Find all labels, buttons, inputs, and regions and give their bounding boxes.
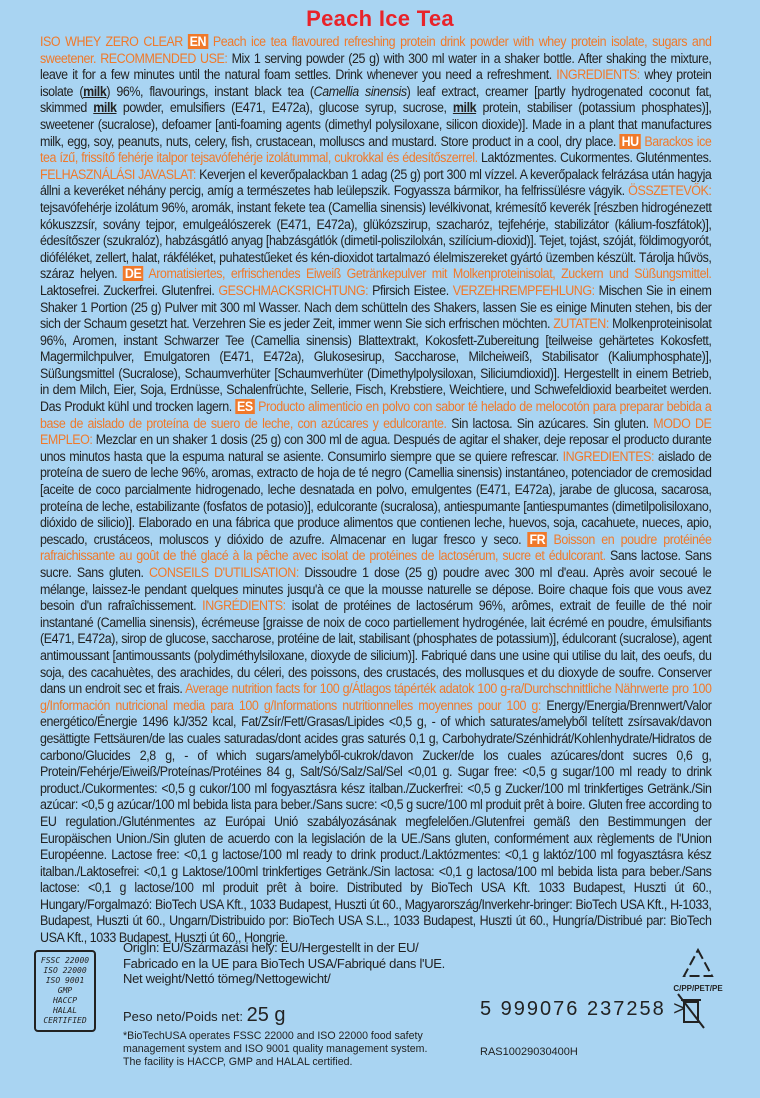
fr-cons-label: CONSEILS D'UTILISATION:: [148, 565, 299, 580]
barcode-number: 5 999076 237258 >: [480, 998, 687, 1020]
hu-ing: tejsavófehérje izolátum 96%, aromák, instant fekete tea (Camellia sinensis) levélkivonat, krémesítő keverék [részben hidrogénezett kókuszzsír, sovány tejpor, emulgeálószerek (E471, E472a), glükózszirup, szacharóz, tejfehérje, stabilizátor (kálium-foszfátok)], édesítőszer (szukralóz), habzásgátló anyag [habzásgátlók (dimetil-poliszilolxán, szilícium-dioxid)]. Tejet, tojást, szóját, földimogyorót, dióféléket, zellert, halat, rákféléket, puhatestűeket és kén-dioxidot tartalmazó élelmiszereket gyártó üzemben készült. Tárolja hűvös, száraz helyen.: [40, 199, 712, 282]
en-milk2: milk: [93, 100, 117, 116]
en-desc: Peach ice tea flavoured refreshing protein drink powder with whey protein isolate, sugars and sweetener.: [40, 34, 712, 66]
es-ing-label: INGREDIENTES:: [562, 448, 655, 464]
es-ing: aislado de proteína de suero de leche 96%, aromas, extracto de hoja de té negro (Camellia sinensis) instantáneo, potenciador de cremosidad [aceite de coco parcialmente hidrogenado, leche desnatada en polvo, emulgentes (E471, E472a), jarabe de glucosa, sacarosa, proteína de leche, estabilizante (fosfatos de potasio)], edulcorante (sucralosa), antiespumante [antiespumantes (dimetilpolisiloxano, dióxido de silicio)]. Elaborado en una fábrica que produce alimentos que contienen leche, huevos, soja, cacahuete, nueces, apio, pescado, crustáceos, moluscos y dióxido de azufre. Almacenar en lugar fresco y seco.: [40, 448, 712, 547]
ras-code: RAS10029030400H: [480, 1046, 578, 1058]
net-weight-label: Net weight/Nettó tömeg/Nettogewicht/: [123, 971, 331, 986]
label-text: [40, 34, 711, 947]
en-rec: Mix 1 serving powder (25 g) with 300 ml water in a shaker bottle. After shaking the mixture, leave it for a few minutes until the natural foam settles. Drink whenever you need a refreshment.: [40, 50, 712, 83]
hu-ing-label: ÖSSZETEVŐK:: [628, 183, 712, 199]
es-mode-label: MODO DE EMPLEO:: [40, 415, 712, 448]
origin: Origin: EU/Származási hely: EU/Hergestellt in der EU/ Fabricado en la UE para BioTech USA/Fabriqué dans l'UE.: [123, 940, 445, 971]
en-milk3: milk: [452, 100, 477, 116]
de-free: Laktosefrei. Zuckerfrei. Glutenfrei.: [40, 282, 215, 298]
de-prep-label: VERZEHREMPFEHLUNG:: [452, 282, 595, 298]
fine1: *BioTechUSA operates FSSC 22000 and ISO 22000 food safety management system and ISO 9001 quality management system.: [123, 1030, 428, 1055]
de-desc: Aromatisiertes, erfrischendes Eiweiß Getränkepulver mit Molkenproteinisolat, Zuckern und Süßungsmittel.: [148, 266, 712, 282]
cert-line: GMP: [57, 986, 73, 995]
en-ing-label: INGREDIENTS:: [556, 67, 640, 83]
recycle-icon: [668, 946, 728, 993]
en-rec-label: RECOMMENDED USE:: [100, 50, 228, 66]
en-ing5: protein, stabiliser (potassium phosphates)], sweetener (sucralose), defoamer [anti-foaming agents (dimethyl polysiloxane, silicon dioxide)]. Made in a plant that manufactures milk, egg, soy, peanuts, nuts, celery, fish, crustacean, molluscs and mustard. Store product in a cool, dry place.: [40, 100, 712, 149]
de-ing: Molkenproteinisolat 96%, Aromen, instant Schwarzer Tee (Camellia sinensis) Blattextrakt, Kokosfett-Zubereitung [teilweise gehärtetes Kokosfett, Magermilchpulver, Emulgatoren (E471, E472a), Glukosesirup, Saccharose, Milcheiweiß, Stabilisator (Kaliumphosphate)], Süßungsmittel (Sucralose), Schaumverhüter [Schaumverhüter (Dimethylpolysiloxan, Siliciumdioxid)]. Hergestellt in einem Betrieb, in dem Milch, Eier, Soja, Erdnüsse, Schalenfrüchte, Sellerie, Fisch, Krebstiere, Weichtiere, und Schwefeldioxid bearbeitet werden. Das Produkt kühl und trocken lagern.: [40, 316, 712, 415]
peso-label: Peso neto/Poids net:: [123, 1009, 243, 1024]
cert-line: ISO 9001: [45, 976, 85, 985]
nutrition-text: Energy/Energia/Brennwert/Valor energético/Énergie 1496 kJ/352 kcal, Fat/Zsír/Fett/Grasas/Lipides <0,5 g, - of which saturates/amelyből telített zsírsavak/davon gesättigte Fettsäuren/de las cuales saturadas/dont acides gras saturés 0,1 g, Carbohydrate/Szénhidrát/Kohlenhydrate/Hidratos de carbono/Glucides 2,8 g, - of which sugars/amelyből-cukrok/davon Zucker/de los cuales azúcares/dont sucres 0,6 g, Protein/Fehérje/Eiweiß/Proteínas/Protéines 84 g, Salt/Só/Salz/Sal/Sel <0,01 g. Sugar free: <0,5 g sugar/100 ml ready to drink product./Cukormentes: <0,5 g cukor/100 ml fogyasztásra kész italban./Zuckerfrei: <0,5 g Zucker/100 ml trinkfertiges Getränk./Sin azúcar: <0,5 g azúcar/100 ml bebida lista para beber./Sans sucre: <0,5 g sucre/100 ml produit prêt à boire. Gluten free according to EU regulation./Gluténmentes az Európai Unió szabályozásának megfelelően./Glutenfrei gemäß den Bestimmungen der Europäischen Union./Sin gluten de acuerdo con la legislación de la UE./Sans gluten, conformément aux règlements de l'Union Européenne. Lactose free: <0,1 g lactose/100 ml ready to drink product./Laktózmentes: <0,1 g laktóz/100 ml fogyasztásra kész italban./Laktosefrei: <0,1 g Laktose/100ml trinkfertiges Getränk./Sin lactosa: <0,1 g lactosa/100 ml bebida lista para beber./Sans lactose: <0,1 g lactose/100 ml produit prêt à boire. Distributed by BioTech USA Kft. 1033 Budapest, Huszti út 60., Hungary/Forgalmazó: BioTech USA Kft., 1033 Budapest, Huszti út 60., Magyarország/Inverkehr-bringer: BioTech USA Kft., H-1033, Budapest, Huszti út 60., Ungarn/Distribuido por: BioTech USA S.L., 1033 Budapest, Huszti út 60., Hungría/Distribué par: BioTech USA Kft., 1033 Budapest, Huszti út 60., Hongrie.: [40, 697, 712, 946]
en-milk: milk: [83, 83, 107, 99]
en-ing3: ) leaf extract, creamer [partly hydrogenated coconut fat, skimmed: [40, 83, 712, 116]
en-head: ISO WHEY ZERO CLEAR: [40, 34, 183, 49]
fr-ing: isolat de protéines de lactosérum 96%, arômes, extrait de feuille de thé noir instantané (Camellia sinensis), écrémeuse [graisse de noix de coco partiellement hydrogénée, lait écrémé en poudre, émulsifiants (E471, E472a), sirop de glucose, saccharose, protéine de lait, stabilisant (phosphates de potassium)], édulcorant (sucralose), agent antimoussant [antimoussants (polydiméthylsiloxane, dioxyde de silicium)]. Fabriqué dans une usine qui utilise du lait, des oeufs, du soja, des cacahuètes, des arachides, du céleri, des poissons, des crustacés, des mollusques et du dioxyde de soufre. Conserver dans un endroit sec et frais.: [40, 598, 712, 697]
de-taste-label: GESCHMACKSRICHTUNG:: [218, 282, 369, 298]
en-ing2: ) 96%, flavourings, instant black tea (: [106, 83, 314, 99]
es-mode: Mezclar en un shaker 1 dosis (25 g) con 300 ml de agua. Después de agitar el shaker, deje reposar el producto durante unos minutos hasta que la espuma natural se asiente. Consumirlo siempre que se quiere refrescar.: [40, 432, 712, 464]
en-ing1: whey protein isolate (: [40, 67, 712, 99]
hu-use-label: FELHASZNÁLÁSI JAVASLAT:: [40, 166, 196, 182]
cert-line: HACCP: [52, 996, 78, 1005]
en-tag: EN: [189, 34, 207, 49]
cert-line: CERTIFIED: [43, 1016, 87, 1025]
peso-value: 25 g: [246, 1004, 286, 1026]
origin-text: [123, 940, 453, 987]
hu-free: Laktózmentes. Cukormentes. Gluténmentes.: [481, 150, 712, 166]
cert-line: HALAL: [52, 1006, 78, 1015]
fine2: The facility is HACCP, GMP and HALAL certified.: [123, 1056, 353, 1068]
de-ing-label: ZUTATEN:: [553, 316, 609, 332]
en-cam: Camellia sinensis: [313, 83, 407, 99]
certification-badge: [34, 950, 96, 1032]
footer: [0, 940, 760, 1098]
fine-print: [123, 1030, 453, 1069]
net-weight: [123, 1004, 286, 1027]
en-ing4: powder, emulsifiers (E471, E472a), glucose syrup, sucrose,: [122, 100, 447, 116]
fr-free: Sans lactose. Sans sucre. Sans gluten.: [40, 548, 712, 580]
fr-ing-label: INGRÉDIENTS:: [202, 598, 286, 614]
es-desc: Producto alimenticio en polvo con sabor té helado de melocotón para preparar bebida a base de aislado de proteína de suero de leche, con azúcares y edulcorante.: [40, 399, 712, 431]
es-tag: ES: [237, 399, 253, 415]
de-prep: Mischen Sie in einem Shaker 1 Portion (25 g) Pulver mit 300 ml Wasser. Nach dem schütteln des Shakers, lassen Sie es einige Minuten stehen, bis der sich der Schaum gesetzt hat. Verzehren Sie es jeder Zeit, immer wenn Sie sich erfrischen möchten.: [40, 282, 712, 332]
nutrition-label: Average nutrition facts for 100 g/Átlagos tápérték adatok 100 g-ra/Durchschnittliche Nährwerte pro 100 g/Información nutricional media para 100 g/Informations nutritionnelles moyennes pour 100 g:: [40, 681, 712, 713]
cert-line: FSSC 22000: [40, 956, 90, 965]
de-tag: DE: [124, 266, 142, 282]
product-title: Peach Ice Tea: [306, 6, 454, 31]
es-free: Sin lactosa. Sin azúcares. Sin gluten.: [451, 415, 649, 431]
fr-tag: FR: [529, 531, 546, 547]
fr-cons: Dissoudre 1 dose (25 g) poudre avec 300 ml d'eau. Après avoir secoué le mélange, laissez-le pendant quelques minutes jusqu'à ce que la mousse naturelle se dépose. Boire chaque fois que vous avez besoin d'un rafraîchissement.: [40, 565, 712, 614]
recycle-code: C/PP/PET/PE: [673, 984, 723, 993]
hu-use: Keverjen el keverőpalackban 1 adag (25 g) port 300 ml vízzel. A keverőpalack felrázása után hagyja állni a keveréket néhány percig, amíg a természetes hab leülepszik. Fogyassza bármikor, ha felfrissülésre vágyik.: [40, 166, 712, 199]
cert-line: ISO 22000: [43, 966, 87, 975]
hu-desc: Barackos ice tea ízű, frissítő fehérje italpor tejsavófehérje izolátummal, cukrokkal és édesítőszerrel.: [40, 133, 712, 166]
de-taste: Pfirsich Eistee.: [372, 282, 449, 298]
fr-desc: Boisson en poudre protéinée rafraichissante au goût de thé glacé à la pêche avec isolat de protéines de lactosérum, sucre et édulcorant.: [40, 531, 712, 564]
trash-bin-icon: [676, 992, 706, 1035]
hu-tag: HU: [621, 133, 639, 149]
